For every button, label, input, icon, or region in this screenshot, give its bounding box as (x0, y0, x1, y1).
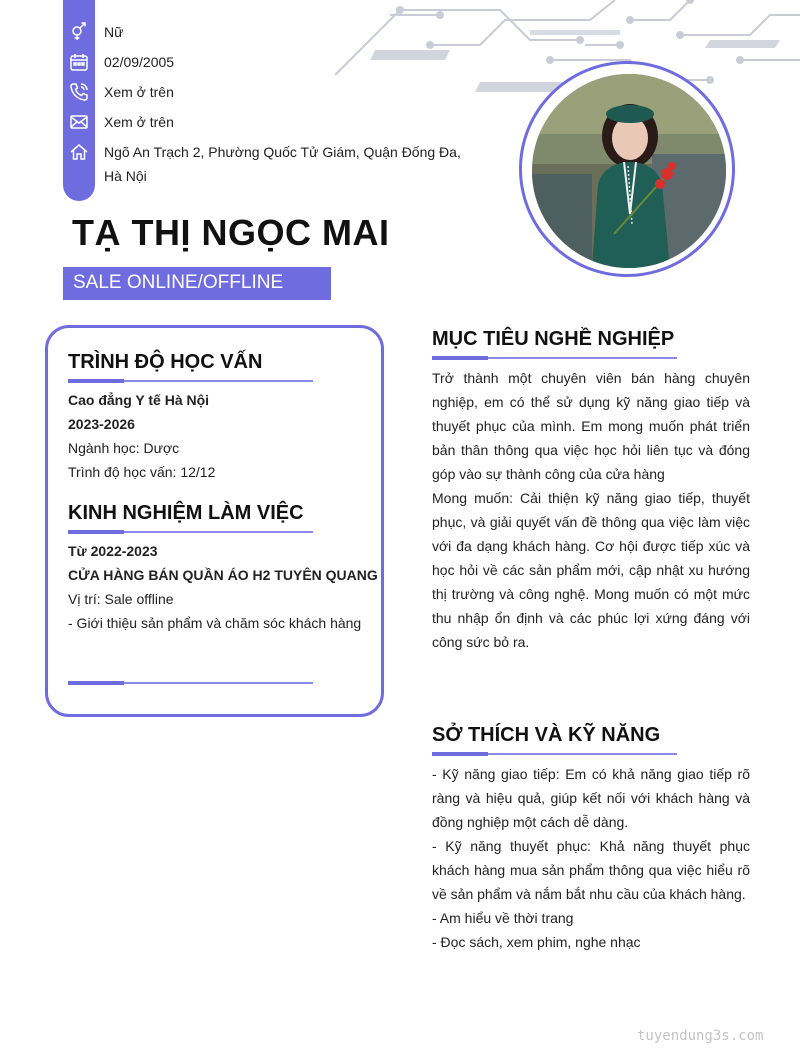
skills-list (432, 762, 750, 954)
education-major: Ngành học: Dược (68, 440, 180, 456)
watermark: tuyendung3s.com (637, 1028, 764, 1044)
phone-icon (69, 82, 89, 102)
skills-item: - Đọc sách, xem phim, nghe nhạc (432, 934, 641, 950)
calendar-icon (69, 52, 89, 72)
card-bottom-rule (68, 682, 313, 684)
experience-rule (68, 531, 313, 533)
education-title: TRÌNH ĐỘ HỌC VẤN (68, 351, 263, 373)
experience-title: KINH NGHIỆM LÀM VIỆC (68, 502, 304, 524)
experience-company: CỬA HÀNG BÁN QUẦN ÁO H2 TUYÊN QUANG (68, 567, 378, 583)
objective-rule (432, 357, 677, 359)
skills-item: - Am hiểu về thời trang (432, 910, 574, 926)
phone-text: Xem ở trên (104, 84, 174, 100)
profile-photo (532, 74, 726, 268)
gender-text: Nữ (104, 24, 124, 40)
mail-icon (69, 112, 89, 132)
objective-text (432, 366, 750, 654)
experience-period: Từ 2022-2023 (68, 543, 158, 559)
gender-icon (69, 22, 89, 42)
skills-rule (432, 753, 677, 755)
objective-paragraph-1: Trở thành một chuyên viên bán hàng chuyên nghiệp, em có thể sử dụng kỹ năng giao tiếp và thuyết phục của mình. Em mong muốn phát triển bản thân thông qua việc học hỏi liên tục và đóng góp vào sự thành công của cửa hàng (432, 370, 750, 482)
education-rule (68, 380, 313, 382)
experience-position: Vị trí: Sale offline (68, 591, 174, 607)
candidate-name: TẠ THỊ NGỌC MAI (72, 212, 390, 253)
skills-item: - Kỹ năng thuyết phục: Khả năng thuyết phục khách hàng mua sản phẩm thông qua việc hiểu rõ về sản phẩm và nắm bắt nhu cầu của khách hàng. (432, 838, 750, 902)
objective-paragraph-2: Mong muốn: Cải thiện kỹ năng giao tiếp, thuyết phục, và giải quyết vấn đề thông qua việc làm việc với đa dạng khách hàng. Cơ hội được tiếp xúc và học hỏi về các sản phẩm mới, cập nhật xu hướng thị trường và công nghệ. Mong muốn có một mức thu nhập ổn định và các phúc lợi xứng đáng với công sức bỏ ra. (432, 490, 750, 650)
dob-text: 02/09/2005 (104, 54, 175, 70)
skills-title: SỞ THÍCH VÀ KỸ NĂNG (432, 724, 661, 746)
skills-item: - Kỹ năng giao tiếp: Em có khả năng giao tiếp rõ ràng và hiệu quả, giúp kết nối với khách hàng và đồng nghiệp một cách dễ dàng. (432, 766, 750, 830)
home-icon (69, 142, 89, 162)
experience-duty: - Giới thiệu sản phẩm và chăm sóc khách hàng (68, 615, 362, 631)
education-school: Cao đẳng Y tế Hà Nội (68, 392, 210, 408)
email-text: Xem ở trên (104, 114, 174, 130)
address-text: Ngõ An Trạch 2, Phường Quốc Tử Giám, Quận Đống Đa, Hà Nội (104, 144, 461, 184)
objective-title: MỤC TIÊU NGHỀ NGHIỆP (432, 328, 675, 350)
role-title: SALE ONLINE/OFFLINE (73, 272, 284, 293)
education-level: Trình độ học vấn: 12/12 (68, 464, 216, 480)
education-years: 2023-2026 (68, 416, 135, 432)
